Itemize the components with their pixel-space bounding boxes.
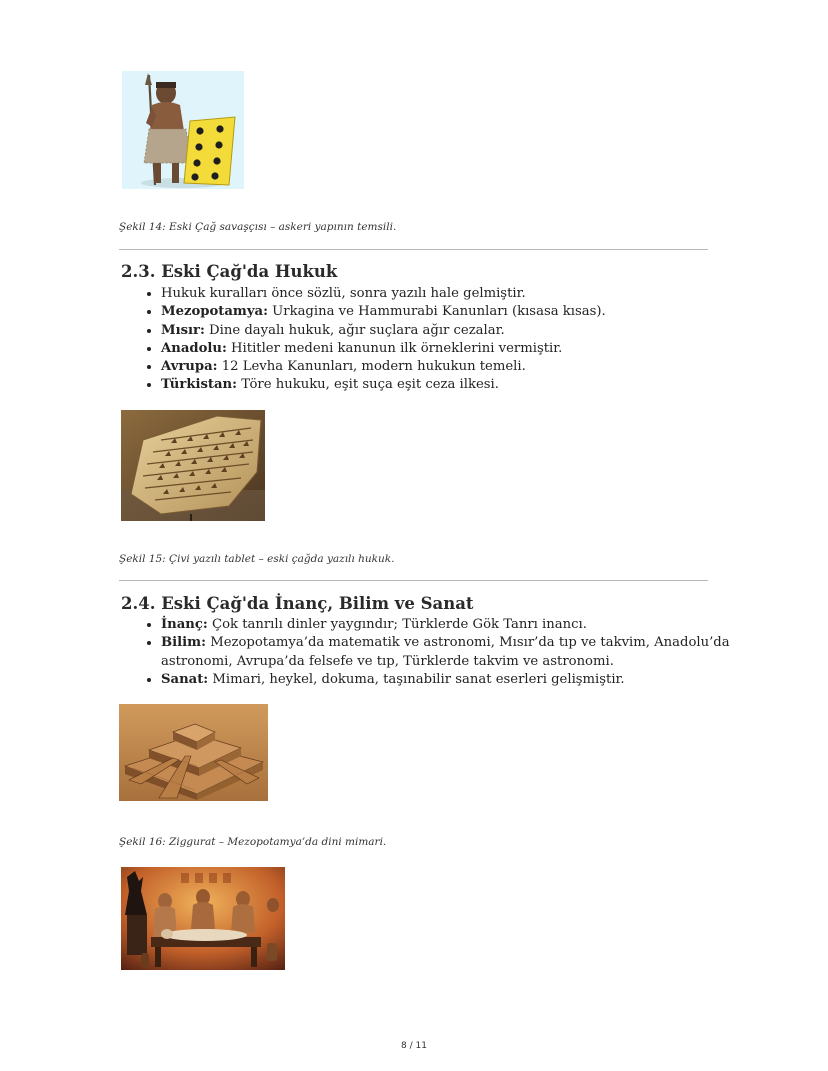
bullet-text: Çok tanrılı dinler yaygındır; Türklerde Gök Tanrı inancı. — [207, 617, 587, 632]
bullet-label: Sanat: — [161, 671, 209, 687]
section-heading-law: 2.3. Eski Çağ'da Hukuk — [121, 262, 338, 281]
page-number: 8 / 11 — [401, 1041, 427, 1051]
bullet-label: Avrupa: — [161, 359, 218, 375]
list-item — [161, 616, 731, 634]
section-divider — [119, 580, 708, 581]
figure-16-caption: Şekil 16: Ziggurat – Mezopotamya’da dini mimari. — [119, 836, 387, 848]
cuneiform-tablet-image — [121, 410, 265, 521]
bullet-label: Türkistan: — [161, 377, 237, 393]
figure-14-caption: Şekil 14: Eski Çağ savaşçısı – askeri yapının temsili. — [119, 221, 397, 233]
bullet-text: Hititler medeni kanunun ilk örneklerini vermiştir. — [226, 340, 563, 356]
bullet-text: Dine dayalı hukuk, ağır suçlara ağır cezalar. — [204, 322, 505, 338]
bullet-label: Mezopotamya: — [161, 304, 268, 320]
law-bullet-list — [140, 285, 731, 395]
list-item — [161, 322, 731, 340]
list-item — [161, 376, 731, 394]
list-item — [161, 671, 731, 689]
bullet-text: Töre hukuku, eşit suça eşit ceza ilkesi. — [237, 377, 499, 393]
list-item — [161, 634, 731, 671]
bullet-text: 12 Levha Kanunları, modern hukukun temeli. — [217, 359, 526, 375]
ziggurat-image — [119, 704, 268, 801]
belief-bullet-list — [140, 616, 731, 689]
bullet-label: İnanç: — [161, 617, 208, 632]
bullet-label: Bilim: — [161, 635, 206, 651]
list-item — [161, 340, 731, 358]
bullet-label: Mısır: — [161, 322, 205, 338]
bullet-text: Mimari, heykel, dokuma, taşınabilir sanat eserleri gelişmiştir. — [208, 671, 625, 687]
section-heading-belief-science-art: 2.4. Eski Çağ'da İnanç, Bilim ve Sanat — [121, 594, 474, 613]
list-item — [161, 285, 731, 303]
section-divider — [119, 249, 708, 250]
figure-15-caption: Şekil 15: Çivi yazılı tablet – eski çağda yazılı hukuk. — [119, 553, 395, 565]
list-item — [161, 303, 731, 321]
mummification-scene-image — [121, 867, 285, 970]
list-item — [161, 358, 731, 376]
bullet-text: Urkagina ve Hammurabi Kanunları (kısasa kısas). — [267, 304, 606, 320]
bullet-label: Anadolu: — [161, 340, 227, 356]
bullet-text: Hukuk kuralları önce sözlü, sonra yazılı hale gelmiştir. — [161, 286, 526, 301]
warrior-image — [122, 71, 244, 189]
bullet-text: Mezopotamya’da matematik ve astronomi, Mısır’da tıp ve takvim, Anadolu’da astronomi, Avrupa’da felsefe ve tıp, Türklerde takvim ve astronomi. — [161, 635, 730, 669]
